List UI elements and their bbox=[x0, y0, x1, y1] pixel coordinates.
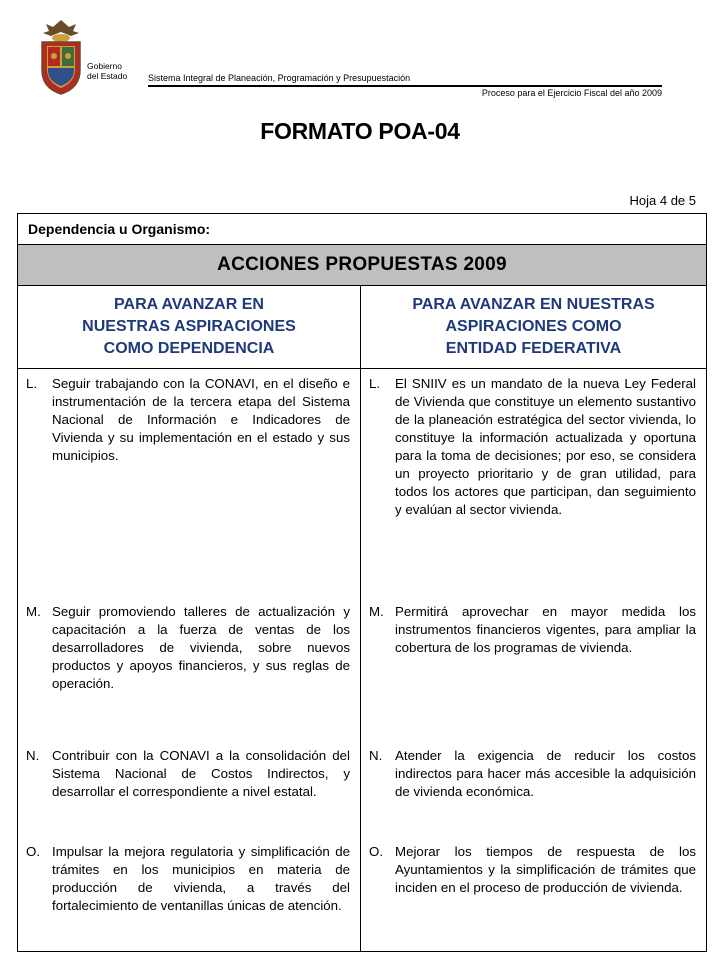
list-item bbox=[369, 375, 696, 603]
page-title: FORMATO POA-04 bbox=[260, 118, 460, 144]
item-letter: M. bbox=[369, 604, 384, 619]
item-letter: L. bbox=[26, 376, 38, 391]
list-item bbox=[26, 843, 350, 915]
right-actions-cell bbox=[361, 369, 707, 952]
item-letter: N. bbox=[369, 748, 383, 763]
list-item bbox=[26, 375, 350, 603]
item-text: Permitirá aprovechar en mayor medida los instrumentos financieros vigentes, para ampliar la cobertura de los programas de vivienda. bbox=[395, 604, 697, 655]
column-header-dependencia: PARA AVANZAR EN NUESTRAS ASPIRACIONES COMO DEPENDENCIA bbox=[18, 286, 361, 369]
item-text: Impulsar la mejora regulatoria y simplificación de trámites en los municipios en materia de producción de vivienda, a través del fortalecimiento de ventanillas únicas de atención. bbox=[52, 844, 350, 913]
item-text: Mejorar los tiempos de respuesta de los Ayuntamientos y la simplificación de trámites que inciden en el proceso de producción de vivienda. bbox=[395, 844, 697, 895]
gobierno-label: Gobierno del Estado bbox=[87, 61, 128, 81]
system-name: Sistema Integral de Planeación, Programación y Presupuestación bbox=[148, 73, 411, 83]
page-number: Hoja 4 de 5 bbox=[629, 193, 696, 208]
item-text: Atender la exigencia de reducir los costos indirectos para hacer más accesible la adquisición de vivienda económica. bbox=[395, 748, 697, 799]
list-item bbox=[369, 747, 696, 843]
item-letter: N. bbox=[26, 748, 40, 763]
state-seal-icon bbox=[36, 18, 86, 96]
list-item bbox=[369, 603, 696, 747]
item-text: El SNIIV es un mandato de la nueva Ley Federal de Vivienda que constituye un elemento sustantivo de la planeación estratégica del sector vivienda, lo constituye la información actualizada y oportuna para la toma de decisiones; por eso, se considera un proyecto prioritario y de gran utilidad, para todos los actores que participan, dan seguimiento y evalúan al sector vivienda. bbox=[395, 376, 697, 517]
item-letter: O. bbox=[26, 844, 41, 859]
item-letter: M. bbox=[26, 604, 41, 619]
list-item bbox=[369, 843, 696, 897]
item-letter: L. bbox=[369, 376, 381, 391]
dependencia-label: Dependencia u Organismo: bbox=[18, 214, 707, 245]
section-title: ACCIONES PROPUESTAS 2009 bbox=[18, 245, 707, 286]
left-actions-cell bbox=[18, 369, 361, 952]
item-text: Seguir promoviendo talleres de actualización y capacitación a la fuerza de ventas de los desarrolladores de vivienda, sobre nuevos productos y apoyos financieros, y sus reglas de operación. bbox=[52, 604, 350, 691]
item-text: Seguir trabajando con la CONAVI, en el diseño e instrumentación de la tercera etapa del Sistema Nacional de Información e Indicadores de Vivienda y su implementación en el estado y sus municipios. bbox=[52, 376, 350, 463]
column-header-entidad: PARA AVANZAR EN NUESTRAS ASPIRACIONES COMO ENTIDAD FEDERATIVA bbox=[361, 286, 707, 369]
list-item bbox=[26, 603, 350, 747]
process-label: Proceso para el Ejercicio Fiscal del año 2009 bbox=[481, 88, 662, 98]
actions-table bbox=[17, 213, 707, 952]
document-header bbox=[0, 0, 720, 110]
item-letter: O. bbox=[369, 844, 384, 859]
header-divider bbox=[148, 85, 662, 87]
item-text: Contribuir con la CONAVI a la consolidación del Sistema Nacional de Costos Indirectos, y desarrollar el correspondiente a nivel estatal. bbox=[52, 748, 350, 799]
list-item bbox=[26, 747, 350, 843]
